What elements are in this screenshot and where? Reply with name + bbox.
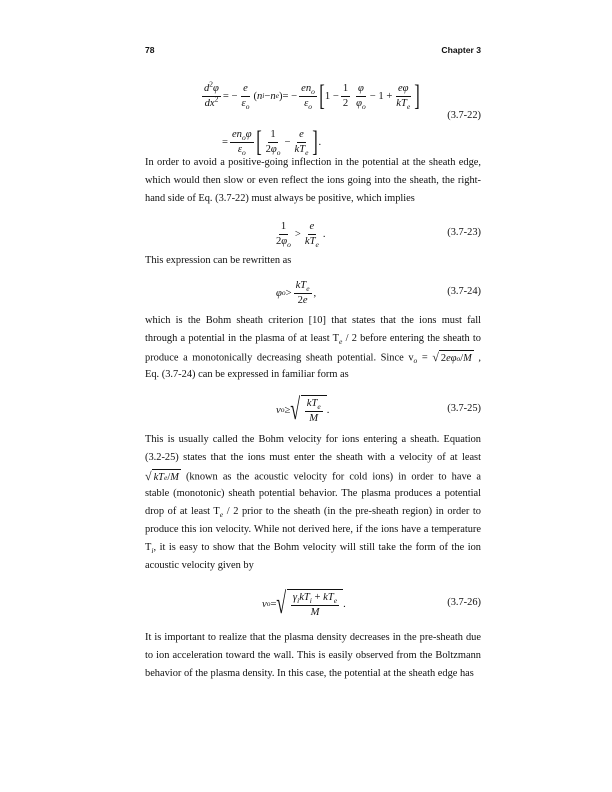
radical-sign: √ — [290, 393, 301, 426]
chapter-title: Chapter 3 — [441, 45, 481, 55]
math-variable: n — [270, 90, 276, 102]
numerator — [299, 83, 317, 97]
bracket: ] — [414, 79, 420, 112]
math-symbol: 1 — [342, 82, 349, 94]
math-symbol: = — [270, 598, 277, 610]
numerator — [396, 83, 411, 97]
math-symbol: 2 — [342, 97, 349, 109]
subscript: o — [276, 147, 281, 157]
subscript: e — [306, 283, 310, 293]
math-variable: en — [301, 82, 312, 94]
fraction — [230, 129, 254, 156]
text-segment: to ion acceleration toward the wall. This is easily observed from the Boltzmann — [145, 650, 481, 661]
math-symbol: / 2 — [223, 506, 239, 517]
subscript: o — [242, 147, 246, 157]
text-segment: Eq. (3.7-24) can be expressed in familiar form as — [145, 369, 349, 380]
subscript: o — [413, 356, 418, 366]
text-segment: v — [408, 352, 414, 364]
text-line — [145, 451, 481, 465]
inline-math — [145, 471, 181, 482]
denominator — [307, 412, 320, 425]
text-segment: (known as the acoustic velocity for cold ions) in order to have a — [180, 471, 481, 483]
text-segment: , — [473, 352, 481, 364]
text-segment: prior to the sheath (in the pre-sheath region) in order to — [238, 506, 481, 517]
square-root — [432, 350, 473, 366]
bracket: ] — [312, 125, 319, 158]
math-symbol: ) — [279, 90, 283, 102]
math-variable: φ — [245, 128, 252, 140]
equation-3-7-23 — [272, 218, 326, 250]
fraction — [394, 83, 412, 110]
text-segment: T — [145, 542, 152, 553]
equation-number: (3.7-25) — [447, 403, 481, 414]
math-variable: kT — [304, 235, 316, 247]
math-variable: n — [257, 90, 263, 102]
text-line — [145, 192, 481, 206]
page-number: 78 — [145, 45, 155, 55]
math-variable: φ — [213, 82, 219, 94]
radical-sign: √ — [276, 587, 287, 620]
fraction — [240, 83, 252, 110]
subscript: o — [287, 239, 291, 249]
math-symbol: 1 — [280, 220, 287, 232]
text-segment: drop of at least — [145, 506, 214, 517]
math-variable: φ — [276, 287, 282, 299]
numerator — [268, 129, 277, 143]
math-variable: kT — [294, 143, 306, 155]
math-variable: en — [231, 128, 242, 140]
math-variable: φ — [356, 97, 362, 109]
text-line — [145, 523, 481, 537]
math-variable: kT — [306, 397, 318, 409]
text-line — [145, 505, 481, 519]
equation-3-7-24: φ o > $\frac{kT_e}{2e}$ , — [276, 279, 317, 306]
subscript: e — [219, 510, 224, 520]
math-variable: kT — [295, 279, 307, 291]
text-line — [145, 254, 481, 268]
inline-math — [432, 352, 473, 363]
math-symbol: . — [326, 404, 330, 416]
fraction — [274, 221, 293, 248]
denominator — [264, 143, 283, 156]
subscript: e — [339, 337, 343, 347]
math-variable: M — [309, 412, 319, 424]
math-variable: e — [309, 220, 315, 232]
bracket: [ — [319, 79, 325, 112]
numerator — [279, 221, 288, 235]
math-symbol: 2 — [297, 294, 303, 306]
equation-number: (3.7-24) — [447, 286, 481, 297]
radicand — [301, 395, 327, 425]
radicand — [287, 589, 343, 619]
math-symbol: > — [294, 228, 301, 240]
subscript: o — [245, 101, 250, 111]
math-symbol: . — [343, 598, 346, 610]
math-symbol: , — [313, 287, 317, 299]
text-line — [145, 350, 481, 364]
math-variable: kT — [396, 97, 407, 109]
equation-number: (3.7-26) — [447, 597, 481, 608]
equation-number: (3.7-22) — [447, 110, 481, 121]
fraction — [293, 129, 311, 156]
subscript: o — [311, 86, 315, 96]
text-segment: through a potential in the plasma of at least — [145, 333, 333, 344]
math-variable: dx — [204, 97, 215, 109]
radical-sign: √ — [145, 469, 152, 483]
math-variable: φ — [270, 143, 277, 155]
text-segment: which would then slow or even reflect the ions going into the sheath, the right- — [145, 175, 481, 186]
text-segment: T — [213, 506, 220, 517]
math-variable: d — [204, 82, 210, 94]
text-line — [145, 667, 481, 681]
math-variable: kT — [153, 472, 164, 483]
numerator — [356, 83, 366, 97]
subscript: e — [317, 401, 321, 411]
math-variable: e — [302, 294, 308, 306]
math-symbol: 1 − — [324, 90, 339, 102]
text-segment: which is the Bohm sheath criterion [10] that states that the ions must fall — [145, 315, 481, 326]
numerator — [308, 221, 317, 235]
subscript: o — [241, 132, 246, 142]
fraction — [305, 398, 323, 425]
fraction — [202, 78, 221, 110]
text-segment: This is usually called the Bohm velocity for ions entering a sheath. Equation — [145, 434, 481, 445]
superscript: 2 — [214, 93, 219, 103]
equation-3-7-25: v o ≥ √ $\frac{kT_e}{M}$ . — [276, 393, 330, 426]
math-symbol: / — [460, 353, 464, 364]
text-line — [145, 433, 481, 447]
fraction — [303, 221, 321, 248]
math-symbol: . — [322, 228, 326, 240]
text-segment: before entering the sheath to — [356, 333, 482, 344]
subscript: i — [151, 546, 154, 556]
denominator — [293, 143, 311, 156]
denominator — [302, 97, 314, 110]
math-variable: ε — [241, 97, 246, 109]
fraction — [264, 129, 283, 156]
denominator — [309, 606, 322, 619]
bracket: [ — [255, 125, 262, 158]
math-variable: eφ — [397, 82, 409, 94]
math-symbol: = − — [222, 90, 238, 102]
math-variable: kT — [299, 591, 310, 603]
math-symbol: ( — [253, 90, 257, 102]
text-segment: behavior of the plasma density. In this case, the potential at the sheath edge has — [145, 668, 474, 679]
text-line — [145, 368, 481, 382]
subscript: o — [362, 101, 366, 111]
math-variable: M — [170, 472, 179, 483]
radicand: 2 eφ o / M — [439, 350, 474, 366]
subscript: e — [333, 595, 338, 605]
denominator — [203, 93, 221, 110]
fraction — [354, 83, 368, 110]
math-symbol: / — [167, 472, 171, 483]
math-symbol: > — [285, 287, 292, 299]
text-segment: (3.2-25) states that the ions must enter the sheath with a velocity of at least — [145, 452, 481, 463]
text-line — [145, 314, 481, 328]
math-symbol: − 1 + — [369, 90, 393, 102]
math-variable: ε — [304, 97, 309, 109]
text-segment: It is important to realize that the plasma density decreases in the pre-sheath due — [145, 632, 481, 643]
math-variable: φ — [281, 235, 288, 247]
math-symbol: − — [264, 90, 271, 102]
math-symbol: / 2 — [342, 333, 357, 344]
math-variable: M — [310, 606, 320, 618]
numerator — [291, 592, 339, 606]
numerator — [305, 398, 323, 412]
math-symbol: = − — [282, 90, 298, 102]
text-line — [145, 332, 481, 346]
denominator — [303, 235, 321, 248]
math-symbol: 2 — [276, 235, 282, 247]
subscript: i — [297, 595, 300, 605]
text-segment: , it is easy to show that the Bohm velocity will still take the form of the ion — [153, 542, 481, 553]
math-symbol: − — [284, 136, 291, 148]
text-line — [145, 487, 481, 501]
math-variable: kT — [323, 591, 334, 603]
text-segment: hand side of Eq. (3.7-22) must always be positive, which implies — [145, 193, 415, 204]
math-symbol: . — [318, 136, 322, 148]
math-variable: ε — [237, 143, 243, 155]
text-segment: produce a monotonically decreasing sheath potential. Since — [145, 352, 409, 364]
square-root — [145, 469, 181, 485]
equation-3-7-26: v o = √ $\frac{\gamma_ikT_i + kT_e}{M}$ . — [262, 587, 346, 620]
numerator — [294, 280, 312, 294]
subscript: e — [406, 101, 411, 111]
denominator — [274, 235, 293, 248]
numerator — [297, 129, 306, 143]
math-variable: v — [276, 404, 281, 416]
subscript: e — [305, 147, 309, 157]
equation-3-7-22-row-2 — [222, 124, 321, 160]
math-variable: e — [299, 128, 304, 140]
square-root — [290, 395, 326, 425]
numerator — [341, 83, 350, 97]
denominator — [394, 97, 412, 110]
numerator — [230, 129, 254, 143]
math-variable: eφ — [446, 353, 457, 364]
text-segment: This expression can be rewritten as — [145, 255, 292, 266]
subscript: o — [308, 101, 312, 111]
fraction — [294, 280, 312, 307]
math-variable: φ — [358, 82, 364, 94]
math-variable: γ — [292, 591, 298, 603]
inline-math — [342, 333, 357, 344]
fraction — [299, 83, 317, 110]
text-segment: T — [332, 333, 340, 344]
denominator — [240, 97, 252, 110]
inline-math — [223, 506, 238, 517]
equation-3-7-22-row-1: $\frac{d^2\varphi}{dx^2}$ = − $\frac{e}{\varepsilon_o}$ ( n i − n e ) = − $\frac{en_o}{\varepsilon_o}$ [ 1 − $\frac{1}{2}$ $\frac{\varphi}{\varphi_o}$ − 1 + $\frac{e\varphi}{kT_e}$ ] — [204, 78, 420, 112]
math-variable: M — [463, 353, 472, 364]
equation-number: (3.7-23) — [447, 227, 481, 238]
text-segment: In order to avoid a positive-going inflection in the potential at the sheath edge, — [145, 157, 481, 168]
text-line — [145, 649, 481, 663]
text-segment: acoustic velocity given by — [145, 560, 254, 571]
text-line — [145, 174, 481, 188]
subscript: i — [309, 595, 312, 605]
text-line — [145, 631, 481, 645]
square-root — [276, 589, 343, 619]
text-line — [145, 541, 481, 555]
text-line — [145, 559, 481, 573]
math-variable: v — [262, 598, 267, 610]
math-variable: e — [243, 82, 248, 94]
math-symbol: + — [311, 591, 324, 603]
math-symbol: ≥ — [284, 404, 291, 416]
denominator — [296, 294, 310, 307]
radicand: kT e / M — [152, 469, 181, 485]
math-symbol: = — [222, 136, 228, 148]
inline-math — [417, 352, 432, 363]
fraction — [341, 83, 350, 110]
math-symbol: = — [417, 352, 433, 364]
text-line — [145, 469, 481, 483]
radical-sign: √ — [432, 350, 439, 364]
numerator — [241, 83, 250, 97]
text-segment: stable (monotonic) sheath potential behavior. The plasma produces a potential — [145, 488, 481, 499]
text-segment: produce this ion velocity. While not derived here, if the ions have a temperature — [145, 524, 481, 535]
math-symbol: 2 — [265, 143, 271, 155]
math-symbol: 1 — [270, 128, 276, 140]
superscript: 2 — [209, 78, 214, 88]
math-symbol: 2 — [440, 353, 447, 364]
text-line — [145, 156, 481, 170]
fraction — [291, 592, 339, 619]
denominator — [341, 97, 350, 110]
subscript: e — [315, 239, 319, 249]
denominator — [236, 143, 248, 156]
denominator — [354, 97, 368, 110]
